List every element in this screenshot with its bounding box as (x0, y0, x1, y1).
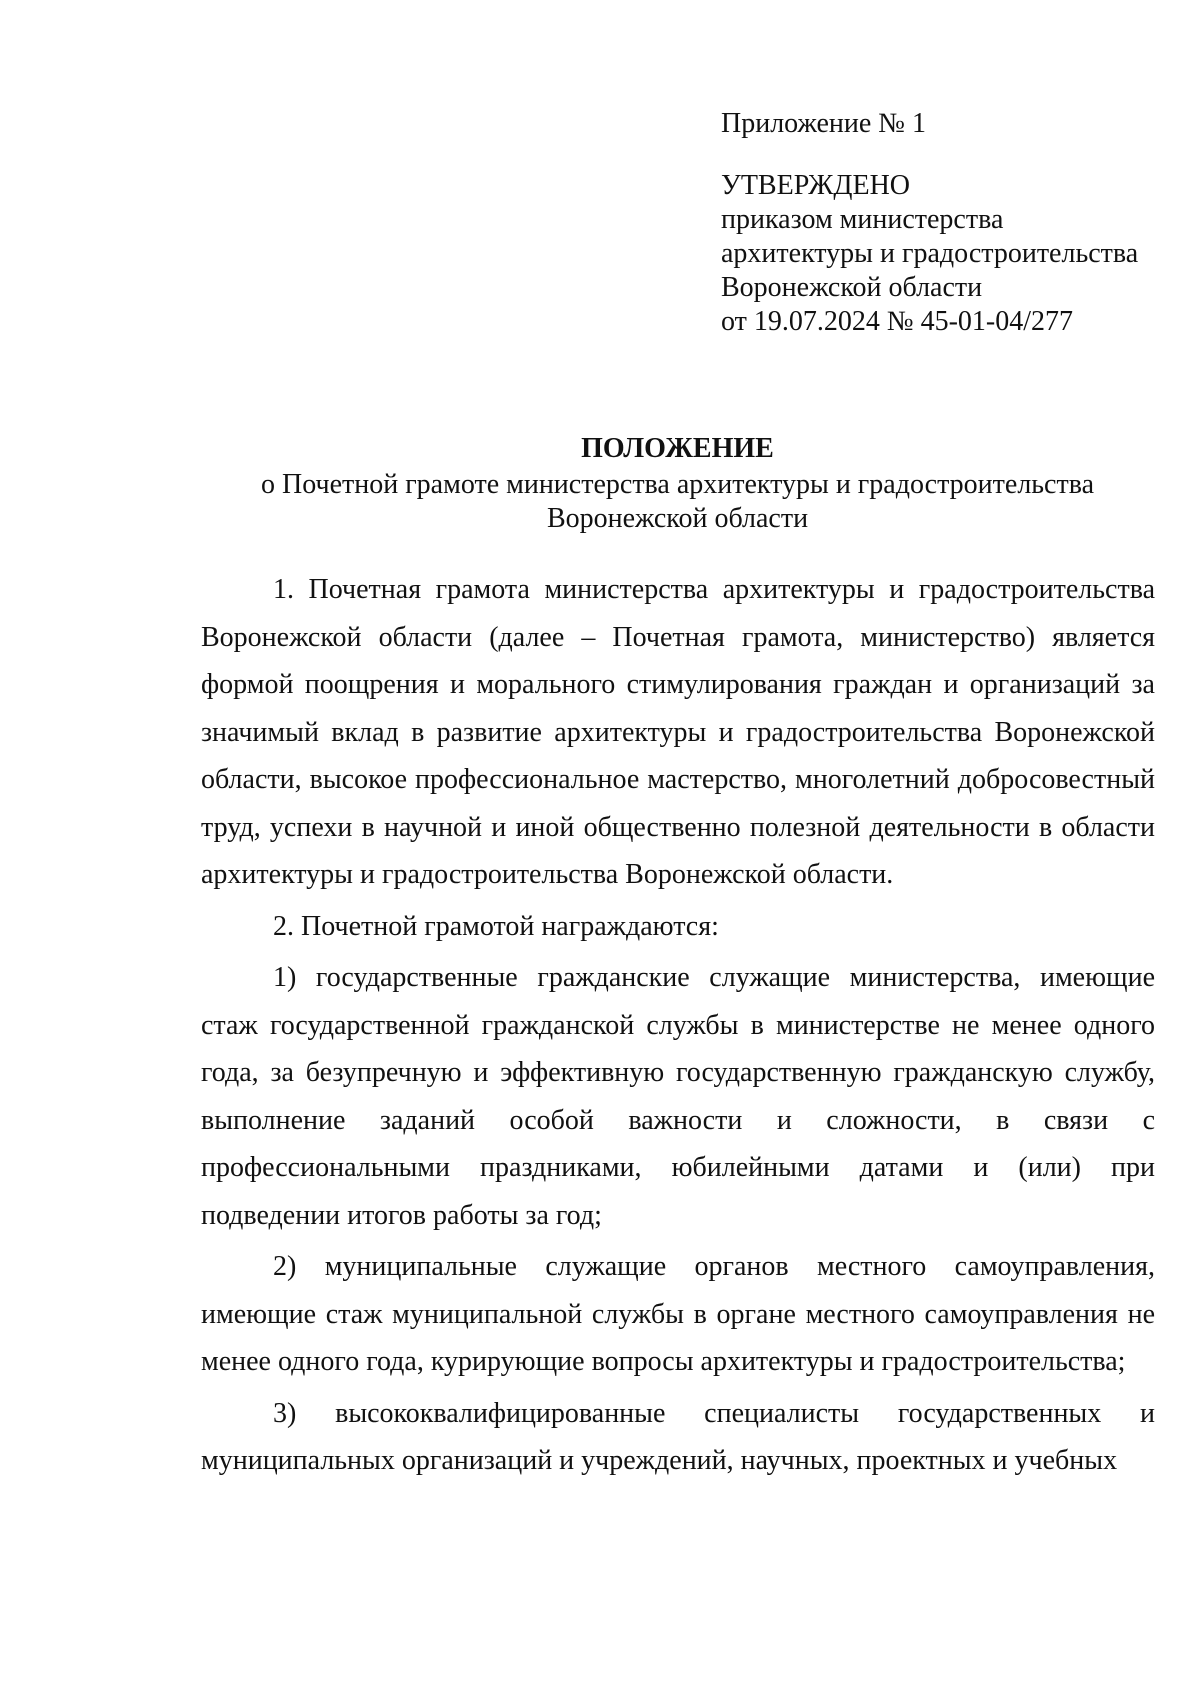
approved-region-line: Воронежской области (721, 272, 983, 303)
paragraph-1: 1. Почетная грамота министерства архитектуры и градостроительства Воронежской области (далее – Почетная грамота, министерство) является формой поощрения и морального стимулирования граждан и организаций за значимый вклад в развитие архитектуры и градостроительства Воронежской области, высокое профессиональное мастерство, многолетний добросовестный труд, успехи в научной и иной общественно полезной деятельности в области архитектуры и градостроительства Воронежской области. (201, 574, 1155, 890)
document-title: ПОЛОЖЕНИЕ (581, 433, 774, 464)
annex-label: Приложение № 1 (721, 108, 926, 139)
document-subtitle: о Почетной грамоте министерства архитектуры и градостроительства Воронежской области (260, 469, 1094, 534)
document-title-block (200, 432, 1155, 536)
document-body (201, 566, 1155, 1485)
approved-stamp: УТВЕРЖДЕНО (721, 170, 911, 201)
list-item-2: 2) муниципальные служащие органов местного самоуправления, имеющие стаж муниципальной службы в органе местного самоуправления не менее одного года, курирующие вопросы архитектуры и градостроительства; (201, 1251, 1155, 1377)
list-item-3: 3) высококвалифицированные специалисты государственных и муниципальных организаций и учреждений, научных, проектных и учебных (201, 1397, 1155, 1476)
approved-order-line: от 19.07.2024 № 45-01-04/277 (721, 306, 1074, 337)
list-item-1: 1) государственные гражданские служащие министерства, имеющие стаж государственной гражданской службы в министерстве не менее одного года, за безупречную и эффективную государственную гражданскую службу, выполнение заданий особой важности и сложности, в связи с профессиональными праздниками, юбилейными датами и (или) при подведении итогов работы за год; (201, 962, 1155, 1231)
approved-ministry-line: архитектуры и градостроительства (721, 238, 1139, 269)
paragraph-2: 2. Почетной грамотой награждаются: (273, 910, 719, 942)
approval-block (721, 107, 1161, 339)
approved-by-line: приказом министерства (721, 204, 1004, 235)
